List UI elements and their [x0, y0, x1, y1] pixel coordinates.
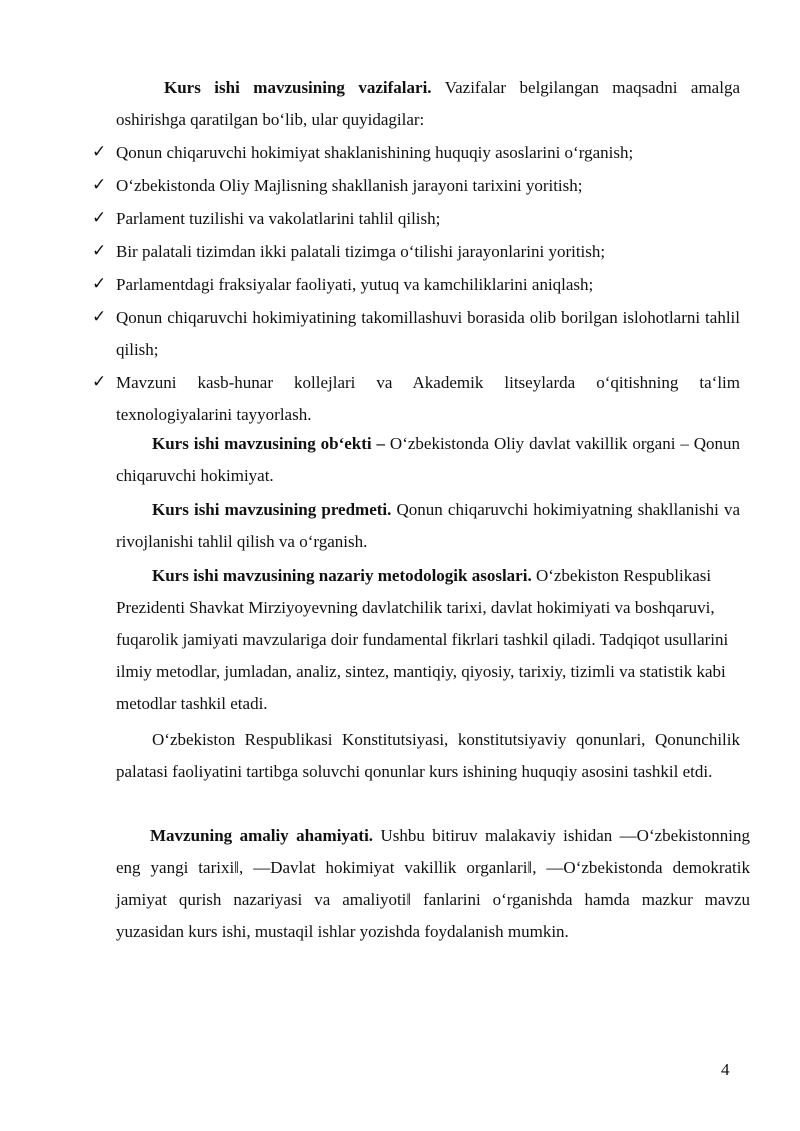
- task-item: Parlament tuzilishi va vakolatlarini tahlil qilish;: [116, 209, 441, 228]
- task-item: O‘zbekistonda Oliy Majlisning shakllanish jarayoni tarixini yoritish;: [116, 176, 583, 195]
- practical-paragraph: [116, 820, 750, 948]
- task-item: Qonun chiqaruvchi hokimiyatining takomillashuvi borasida olib borilgan islohotlarni tahlil qilish;: [116, 308, 740, 359]
- checkmark-icon: ✓: [92, 142, 107, 162]
- practical-heading: Mavzuning amaliy ahamiyati.: [150, 826, 374, 845]
- tasks-heading: Kurs ishi mavzusining vazifalari.: [164, 78, 432, 97]
- checkmark-icon: ✓: [92, 274, 107, 294]
- tasks-paragraph: [116, 72, 740, 136]
- checkmark-icon: ✓: [92, 208, 107, 228]
- object-text: O‘zbekistonda Oliy davlat vakillik organi – Qonun chiqaruvchi hokimiyat.: [116, 434, 740, 485]
- checkmark-icon: ✓: [92, 372, 107, 392]
- subject-heading: Kurs ishi mavzusining predmeti.: [152, 500, 392, 519]
- checkmark-icon: ✓: [92, 241, 107, 261]
- checkmark-icon: ✓: [92, 175, 107, 195]
- practical-text: Ushbu bitiruv malakaviy ishidan ―O‘zbekistonning eng yangi tarixi‖, ―Davlat hokimiyat vakillik organlari‖, ―O‘zbekistonda demokratik jamiyat qurish nazariyasi va amaliyoti‖ fanlarini o‘rganishda hamda mazkur mavzu yuzasidan kurs ishi, mustaqil ishlar yozishda foydalanish mumkin.: [116, 826, 750, 941]
- methodology-paragraph: [116, 560, 740, 720]
- subject-paragraph: [116, 494, 740, 558]
- methodology-heading: Kurs ishi mavzusining nazariy metodologik asoslari.: [152, 566, 532, 585]
- legal-basis-paragraph: O‘zbekiston Respublikasi Konstitutsiyasi, konstitutsiyaviy qonunlari, Qonunchilik palatasi faoliyatini tartibga soluvchi qonunlar kurs ishining huquqiy asosini tashkil etdi.: [116, 730, 740, 781]
- task-item: Bir palatali tizimdan ikki palatali tizimga o‘tilishi jarayonlarini yoritish;: [116, 242, 606, 261]
- tasks-intro: Vazifalar belgilangan maqsadni amalga oshirishga qaratilgan bo‘lib, ular quyidagilar:: [116, 78, 740, 129]
- object-paragraph: [116, 428, 740, 492]
- object-heading: Kurs ishi mavzusining ob‘ekti –: [152, 434, 386, 453]
- task-item: Parlamentdagi fraksiyalar faoliyati, yutuq va kamchiliklarini aniqlash;: [116, 275, 594, 294]
- checkmark-icon: ✓: [92, 307, 107, 327]
- page-number: 4: [721, 1060, 730, 1079]
- task-item: Mavzuni kasb-hunar kollejlari va Akademik litseylarda o‘qitishning ta‘lim texnologiyalarini tayyorlash.: [116, 373, 740, 424]
- subject-text: Qonun chiqaruvchi hokimiyatning shakllanishi va rivojlanishi tahlil qilish va o‘rganish.: [116, 500, 740, 551]
- task-item: Qonun chiqaruvchi hokimiyat shaklanishining huquqiy asoslarini o‘rganish;: [116, 143, 634, 162]
- methodology-text: O‘zbekiston Respublikasi Prezidenti Shavkat Mirziyoyevning davlatchilik tarixi, davlat hokimiyati va boshqaruvi, fuqarolik jamiyati mavzulariga doir fundamental fikrlari tashkil qiladi. Tadqiqot usullarini ilmiy metodlar, jumladan, analiz, sintez, mantiqiy, qiyosiy, tarixiy, tizimli va statistik kabi metodlar tashkil etadi.: [116, 566, 729, 713]
